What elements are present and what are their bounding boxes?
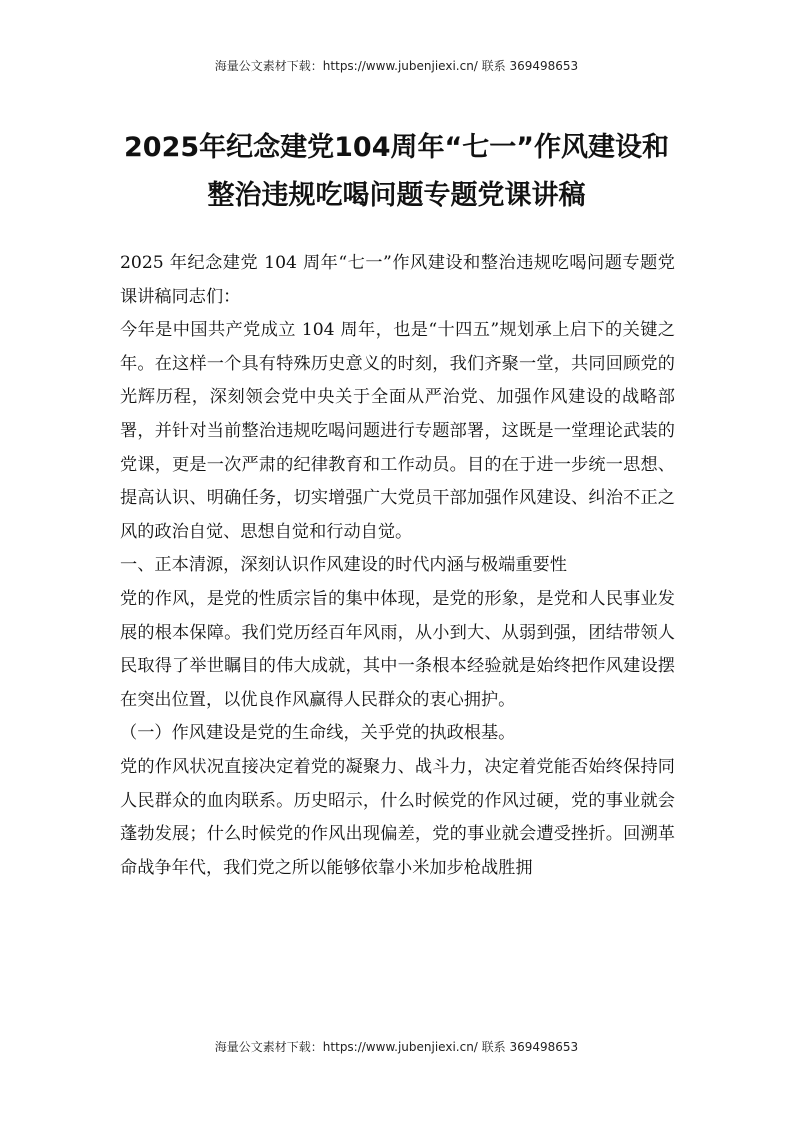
paragraph-subsection-1: 党的作风状况直接决定着党的凝聚力、战斗力，决定着党能否始终保持同人民群众的血肉联系。历史昭示，什么时候党的作风过硬，党的事业就会蓬勃发展；什么时候党的作风出现偏差，党的事业就会遭受挫折。回溯革命战争年代，我们党之所以能够依靠小米加步枪战胜拥 xyxy=(120,756,675,878)
document-title xyxy=(100,124,693,220)
page-footer: 海量公文素材下载：https://www.jubenjiexi.cn/ 联系 369498653 xyxy=(214,1040,579,1054)
page-header: 海量公文素材下载：https://www.jubenjiexi.cn/ 联系 369498653 xyxy=(214,59,579,73)
section-heading-1: 一、正本清源，深刻认识作风建设的时代内涵与极端重要性 xyxy=(120,555,567,576)
title-line-2: 整治违规吃喝问题专题党课讲稿 xyxy=(207,180,586,211)
document-body xyxy=(120,247,675,885)
paragraph-salutation: 2025 年纪念建党 104 周年“七一”作风建设和整治违规吃喝问题专题党课讲稿同志们： xyxy=(120,253,675,307)
paragraph-introduction: 今年是中国共产党成立 104 周年，也是“十四五”规划承上启下的关键之年。在这样一个具有特殊历史意义的时刻，我们齐聚一堂，共同回顾党的光辉历程，深刻领会党中央关于全面从严治党、加强作风建设的战略部署，并针对当前整治违规吃喝问题进行专题部署，这既是一堂理论武装的党课，更是一次严肃的纪律教育和工作动员。目的在于进一步统一思想、提高认识、明确任务，切实增强广大党员干部加强作风建设、纠治不正之风的政治自觉、思想自觉和行动自觉。 xyxy=(120,320,675,542)
paragraph-section-1: 党的作风，是党的性质宗旨的集中体现，是党的形象，是党和人民事业发展的根本保障。我们党历经百年风雨，从小到大、从弱到强，团结带领人民取得了举世瞩目的伟大成就，其中一条根本经验就是始终把作风建设摆在突出位置，以优良作风赢得人民群众的衷心拥护。 xyxy=(120,588,675,710)
title-line-1: 2025年纪念建党104周年“七一”作风建设和 xyxy=(124,132,669,163)
subsection-heading-1: （一）作风建设是党的生命线，关乎党的执政根基。 xyxy=(120,723,516,744)
